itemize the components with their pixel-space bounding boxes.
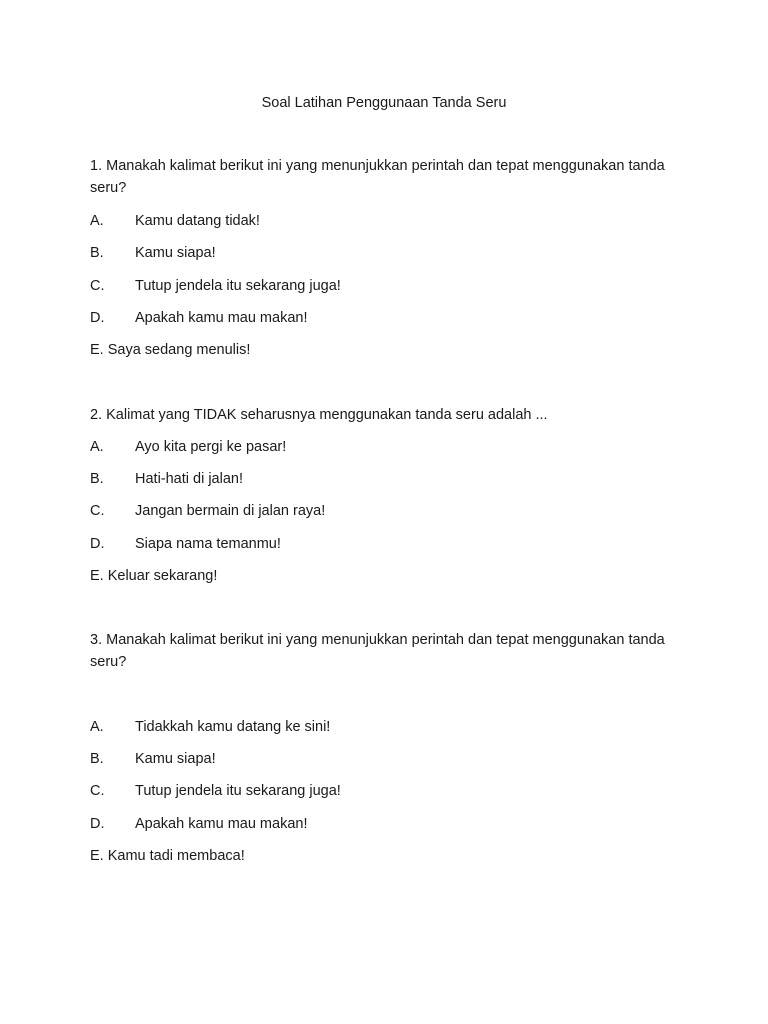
option-text: Tutup jendela itu sekarang juga! <box>135 783 341 799</box>
option-letter: D. <box>90 816 105 832</box>
question-3-option-d <box>90 814 690 834</box>
question-2-option-c <box>90 501 690 521</box>
option-text: Tutup jendela itu sekarang juga! <box>135 278 341 294</box>
question-3-text: 3. Manakah kalimat berikut ini yang menunjukkan perintah dan tepat menggunakan tanda seru? <box>90 632 665 670</box>
option-text: Jangan bermain di jalan raya! <box>135 503 326 519</box>
question-1-option-b <box>90 243 690 263</box>
option-letter: C. <box>90 503 105 519</box>
question-2-option-a <box>90 437 690 457</box>
question-2-option-b <box>90 469 690 489</box>
question-1-option-a <box>90 211 690 231</box>
option-text: Kamu siapa! <box>135 245 216 261</box>
question-3-option-b <box>90 749 690 769</box>
question-1-option-d <box>90 308 690 328</box>
question-3-option-e: E. Kamu tadi membaca! <box>90 848 245 864</box>
question-1-text: 1. Manakah kalimat berikut ini yang menunjukkan perintah dan tepat menggunakan tanda seru? <box>90 158 665 196</box>
option-letter: C. <box>90 783 105 799</box>
option-text: Ayo kita pergi ke pasar! <box>135 439 287 455</box>
option-letter: C. <box>90 278 105 294</box>
option-text: Kamu datang tidak! <box>135 213 260 229</box>
option-text: Tidakkah kamu datang ke sini! <box>135 719 331 735</box>
option-text: Apakah kamu mau makan! <box>135 310 308 326</box>
option-letter: A. <box>90 439 104 455</box>
option-text: Kamu siapa! <box>135 751 216 767</box>
option-text: Siapa nama temanmu! <box>135 536 281 552</box>
question-1-option-c <box>90 276 690 296</box>
question-2-option-d <box>90 534 690 554</box>
option-letter: A. <box>90 719 104 735</box>
document-title: Soal Latihan Penggunaan Tanda Seru <box>261 95 507 111</box>
question-2-text: 2. Kalimat yang TIDAK seharusnya menggunakan tanda seru adalah ... <box>90 407 548 423</box>
question-1-option-e: E. Saya sedang menulis! <box>90 342 251 358</box>
option-letter: B. <box>90 245 104 261</box>
option-letter: D. <box>90 536 105 552</box>
option-letter: B. <box>90 471 104 487</box>
option-letter: A. <box>90 213 104 229</box>
option-letter: B. <box>90 751 104 767</box>
option-text: Apakah kamu mau makan! <box>135 816 308 832</box>
option-letter: D. <box>90 310 105 326</box>
question-2-option-e: E. Keluar sekarang! <box>90 568 218 584</box>
option-text: Hati-hati di jalan! <box>135 471 243 487</box>
question-3-option-a <box>90 717 690 737</box>
question-3-option-c <box>90 781 690 801</box>
